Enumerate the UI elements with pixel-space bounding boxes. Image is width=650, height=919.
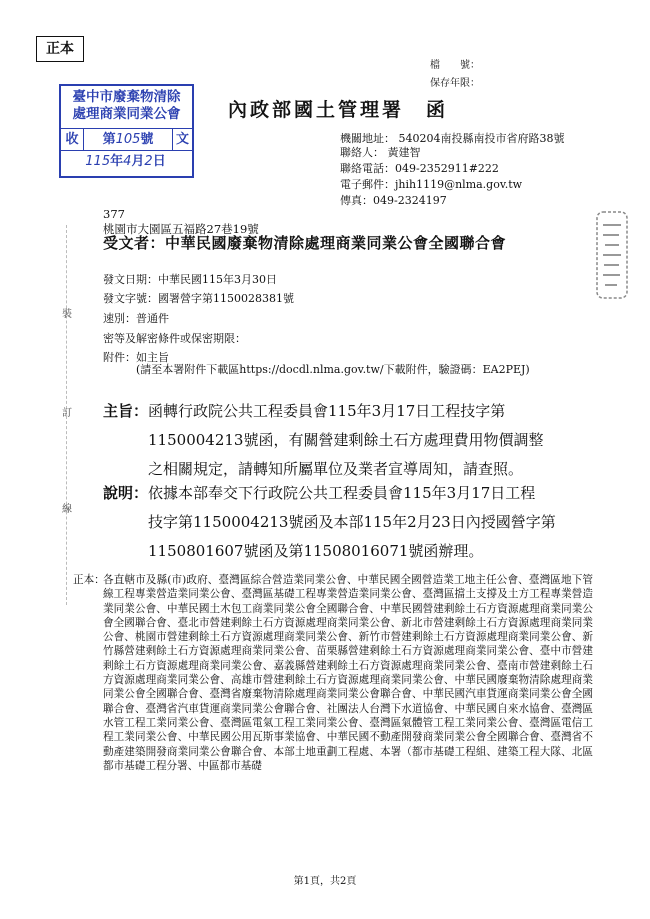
subject-line: 之相關規定，請轉知所屬單位及業者宣導周知，請查照。 xyxy=(148,460,524,478)
page-number: 第1頁，共2頁 xyxy=(293,876,357,887)
subject-section xyxy=(103,397,593,484)
attachment-download-note: (請至本署附件下載區https://docdl.nlma.gov.tw/下載附件，驗證碼：EA2PEJ) xyxy=(136,363,530,376)
subject-line: 函轉行政院公共工程委員會115年3月17日工程技字第 xyxy=(148,402,506,420)
stamp-number-suffix: 號 xyxy=(140,132,154,147)
stamp-number xyxy=(84,129,173,151)
copy-type-label: 正本 xyxy=(36,36,84,62)
stamp-receive-label: 收 xyxy=(61,129,84,151)
contact-person: 聯絡人： 黃建智 xyxy=(340,146,421,159)
stamp-org-line2: 處理商業同業公會 xyxy=(72,106,181,122)
explanation-line: 1150801607號函及第11508016071號函辦理。 xyxy=(148,542,484,560)
stamp-day-value: 2 xyxy=(144,154,153,169)
edge-seal-icon xyxy=(593,210,629,300)
binding-mark-2: 訂 xyxy=(62,408,72,419)
receiver-line: 受文者：中華民國廢棄物清除處理商業同業公會全國聯合會 xyxy=(103,234,507,252)
subject-label: 主旨： xyxy=(103,402,149,420)
recipient-address: 桃園市大園區五福路27巷19號 xyxy=(103,222,259,236)
stamp-year-value: 115 xyxy=(85,154,111,169)
stamp-day-label: 日 xyxy=(152,154,166,169)
contact-phone: 聯絡電話：049-2352911#222 xyxy=(340,162,499,175)
stamp-month-label: 月 xyxy=(131,154,145,169)
explanation-line: 技字第1150004213號函及本部115年2月23日內授國營字第 xyxy=(148,513,556,531)
copy-to-list: 各直轄市及縣(市)政府、臺灣區綜合營造業同業公會、中華民國全國營造業工地主任公會、臺灣區地下管線工程專業營造業同業公會、臺灣區基礎工程專業營造業同業公會、臺灣區擋土支撐及土方工程專業營造業同業公會、中華民國土木包工商業同業公會全國聯合會、中華民國營建剩餘土石方資源處理商業同業公會全國聯合會、臺北市營建剩餘土石方資源處理商業同業公會、新北市營建剩餘土石方資源處理商業同業公會、桃園市營建剩餘土石方資源處理商業同業公會、新竹市營建剩餘土石方資源處理商業同業公會、新竹縣營建剩餘土石方資源處理商業同業公會、苗栗縣營建剩餘土石方資源處理商業同業公會、臺中市營建剩餘土石方資源處理商業同業公會、嘉義縣營建剩餘土石方資源處理商業同業公會、臺南市營建剩餘土石方資源處理商業同業公會、高雄市營建剩餘土石方資源處理商業同業公會、中華民國廢棄物清除處理商業同業公會全國聯合會、臺灣省廢棄物清除處理商業同業公會聯合會、中華民國汽車貨運商業同業公會全國聯合會、臺灣省汽車貨運商業同業公會聯合會、社團法人台灣下水道協會、中華民國自來水協會、臺灣區水管工程工業同業公會、臺灣區電氣工程工業同業公會、臺灣區氣體管工程工業同業公會、臺灣區電信工程工業同業公會、中華民國公用瓦斯事業協會、中華民國不動產開發商業同業公會全國聯合會、臺灣省不動產建築開發商業同業公會聯合會、本部土地重劃工程處、本署（都市基礎工程組、建築工程大隊、北區都市基礎工程分署、中區都市基礎 xyxy=(103,574,593,772)
explanation-section xyxy=(103,479,593,566)
attachment-line: 附件：如主旨 xyxy=(103,351,169,364)
explanation-line: 依據本部奉交下行政院公共工程委員會115年3月17日工程 xyxy=(148,484,536,502)
stamp-number-value: 105 xyxy=(115,132,141,147)
security-level: 密等及解密條件或保密期限： xyxy=(103,332,246,345)
contact-email: 電子郵件：jhih1119@nlma.gov.tw xyxy=(340,178,523,191)
receipt-stamp xyxy=(59,84,194,178)
stamp-number-row xyxy=(61,128,192,151)
stamp-doc-label: 文 xyxy=(175,132,189,147)
stamp-number-prefix: 第 xyxy=(102,132,116,147)
stamp-month-value: 4 xyxy=(123,154,132,169)
file-number-label: 檔 號： xyxy=(430,60,480,71)
stamp-date xyxy=(61,151,190,173)
stamp-year-label: 年 xyxy=(110,154,124,169)
agency-address: 機關地址： 540204南投縣南投市省府路38號 xyxy=(340,132,565,145)
retention-period-label: 保存年限： xyxy=(430,78,480,89)
stamp-date-row xyxy=(61,150,192,173)
stamp-org-line1: 臺中市廢棄物清除 xyxy=(72,89,181,105)
issuing-agency-title: 內政部國土管理署 函 xyxy=(228,99,449,121)
copy-to-label: 正本： xyxy=(73,574,105,586)
issue-date: 發文日期：中華民國115年3月30日 xyxy=(103,273,277,286)
contact-fax: 傳真：049-2324197 xyxy=(340,194,447,207)
document-number: 發文字號：國署營字第1150028381號 xyxy=(103,292,294,305)
explanation-label: 說明： xyxy=(103,484,149,502)
binding-mark-1: 裝 xyxy=(62,309,72,320)
subject-line: 1150004213號函，有關營建剩餘土石方處理費用物價調整 xyxy=(148,431,544,449)
delivery-speed: 速別：普通件 xyxy=(103,312,169,325)
postal-code: 377 xyxy=(103,207,125,221)
binding-mark-3: 線 xyxy=(62,504,72,515)
